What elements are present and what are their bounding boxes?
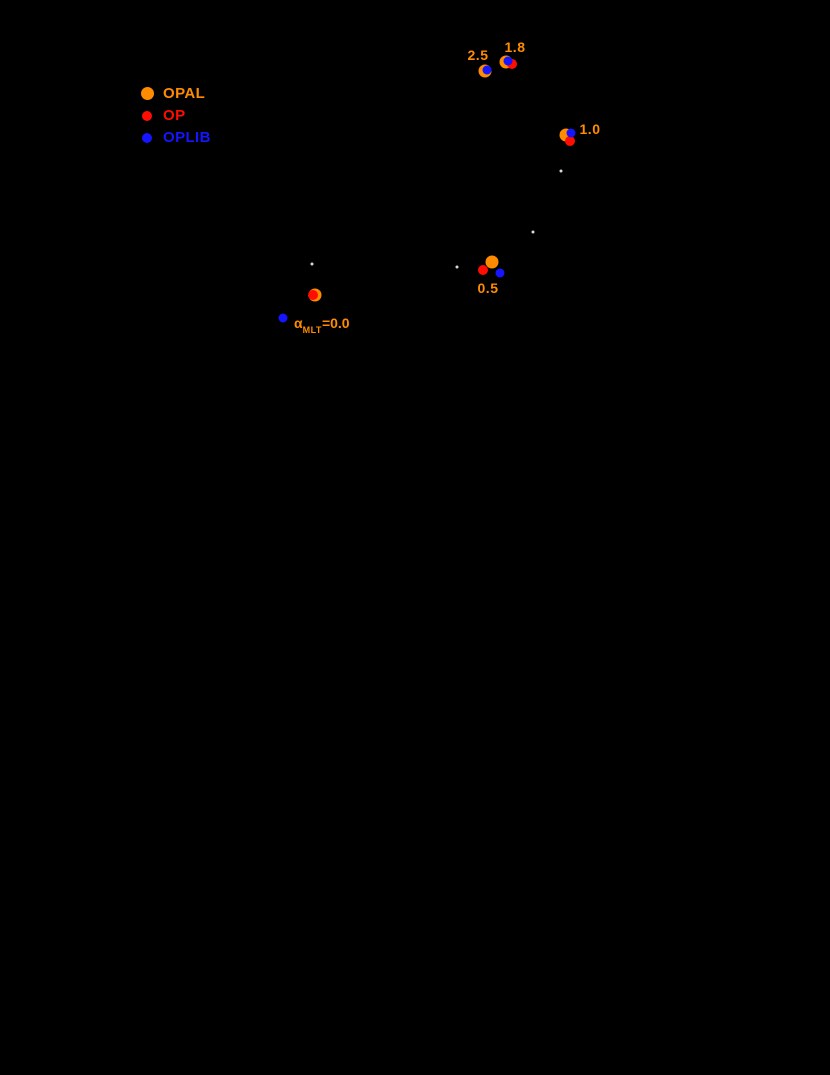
point-oplib-alpha-2.5 [483, 66, 492, 75]
alpha-mlt-annotation [294, 315, 350, 335]
reference-point [456, 266, 459, 269]
group-label-1.8: 1.8 [504, 39, 526, 55]
alpha-symbol: α [294, 315, 303, 331]
legend-label-opal: OPAL [163, 85, 206, 102]
point-op-alpha-1 [565, 136, 575, 146]
point-op-alpha-0 [308, 290, 318, 300]
alpha-equals-value: =0.0 [321, 315, 350, 331]
point-opal-alpha-0.5 [486, 256, 499, 269]
alpha-subscript: MLT [302, 325, 322, 335]
group-label-1: 1.0 [579, 121, 601, 137]
legend-label-oplib: OPLIB [163, 129, 211, 146]
point-oplib-alpha-0.5 [496, 269, 505, 278]
reference-point [311, 263, 314, 266]
group-label-0.5: 0.5 [477, 280, 499, 296]
point-oplib-alpha-0 [279, 314, 288, 323]
point-oplib-alpha-1 [567, 129, 576, 138]
point-op-alpha-0.5 [478, 265, 488, 275]
reference-point [532, 231, 535, 234]
reference-point [560, 170, 563, 173]
group-label-2.5: 2.5 [467, 47, 489, 63]
point-oplib-alpha-1.8 [504, 57, 513, 66]
legend-label-op: OP [163, 107, 186, 124]
